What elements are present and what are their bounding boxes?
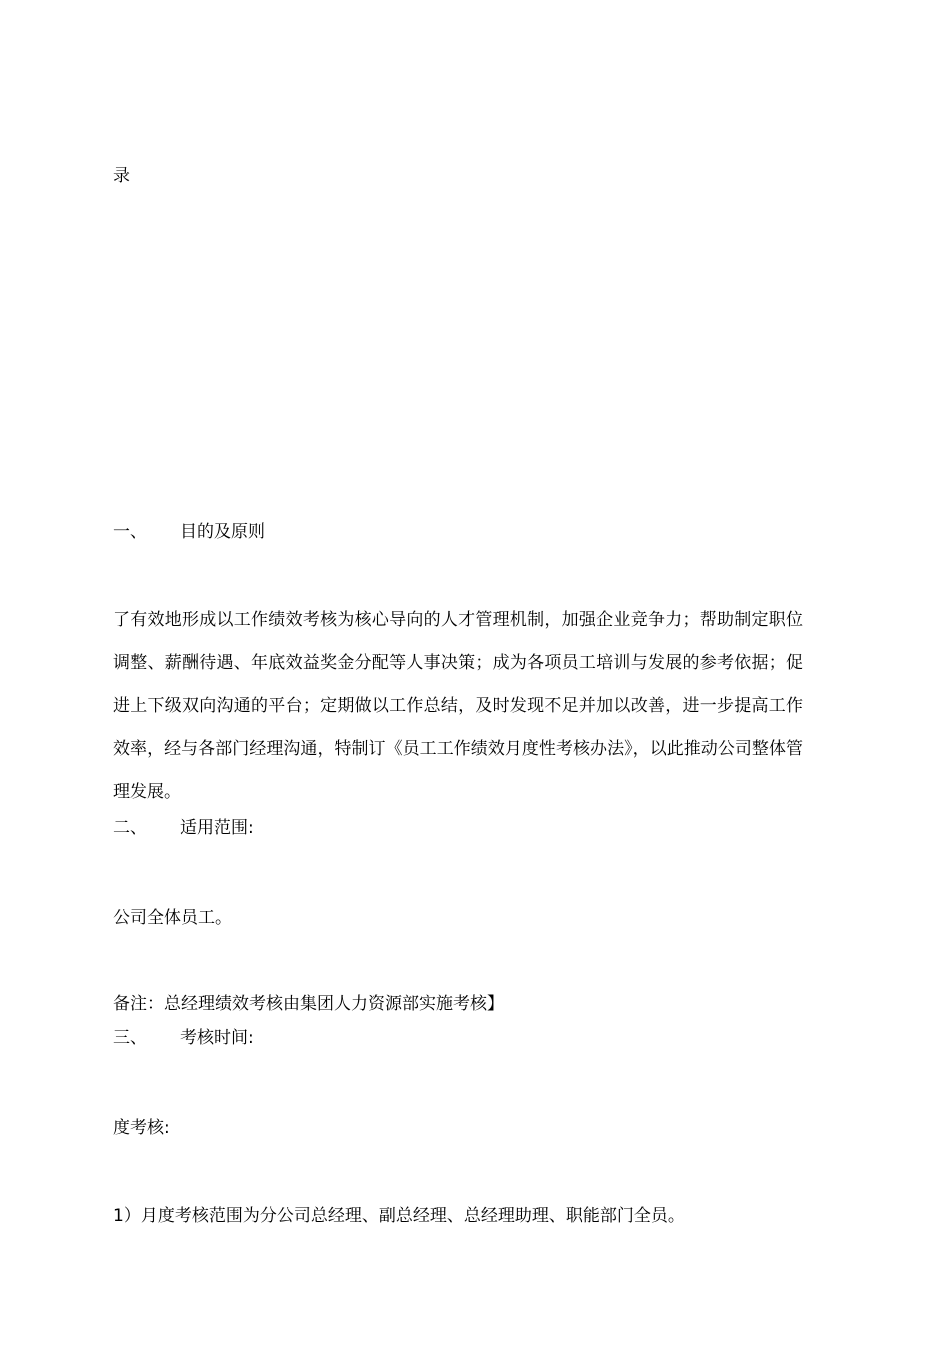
time-subheading: 度考核: [113,1118,170,1138]
section-title: 考核时间: [180,1028,254,1048]
scope-text: 公司全体员工。 [113,908,232,928]
scope-note: 备注：总经理绩效考核由集团人力资源部实施考核】 [113,994,504,1014]
section-number: 二、 [113,818,147,838]
top-fragment: 录 [113,166,130,186]
section-heading-1 [113,522,265,542]
time-item-1: 1）月度考核范围为分公司总经理、副总经理、总经理助理、职能部门全员。 [113,1206,685,1226]
section-title: 适用范围: [180,818,254,838]
section-number: 三、 [113,1028,147,1048]
section-title: 目的及原则 [180,522,265,542]
section-number: 一、 [113,522,147,542]
purpose-paragraph: 了有效地形成以工作绩效考核为核心导向的人才管理机制，加强企业竞争力；帮助制定职位调整、薪酬待遇、年底效益奖金分配等人事决策；成为各项员工培训与发展的参考依据；促进上下级双向沟通的平台；定期做以工作总结，及时发现不足并加以改善，进一步提高工作效率，经与各部门经理沟通，特制订《员工工作绩效月度性考核办法》，以此推动公司整体管理发展。 [113,610,803,802]
section-heading-3 [113,1028,254,1048]
section-heading-2 [113,818,254,838]
